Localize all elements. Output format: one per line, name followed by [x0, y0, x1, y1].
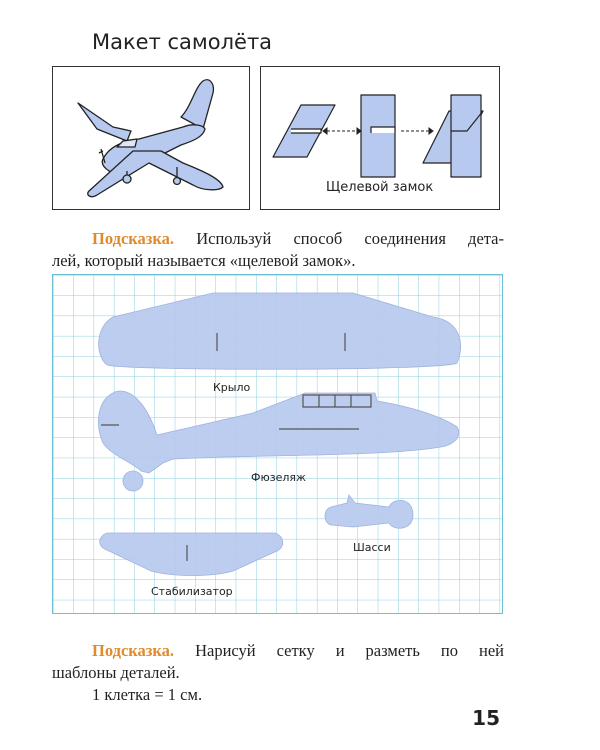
airplane-illustration: [53, 67, 248, 208]
hint-1-label: Подсказка.: [92, 229, 175, 248]
airplane-tail-fin: [181, 80, 213, 129]
page-title: Макет самолёта: [92, 30, 273, 54]
hint-2-text-1: Нарисуй сетку и разметь по ней: [195, 641, 504, 660]
stabilizer-label: Стабилизатор: [151, 585, 233, 598]
hint-1-line-1: [52, 228, 504, 250]
hint-1-line-2: лей, который называется «щелевой замок».: [52, 251, 356, 270]
template-grid: [52, 274, 503, 614]
airplane-illustration-frame: [52, 66, 250, 210]
page-number: 15: [472, 706, 500, 730]
hint-1-text-1: Используй способ соединения дета-: [196, 229, 505, 248]
airplane-wheel: [123, 175, 131, 183]
fuselage-wheel: [123, 471, 143, 491]
airplane-rear-wing: [78, 103, 131, 141]
hint-1: [52, 228, 504, 272]
slot-lock-caption: Щелевой замок: [326, 180, 434, 195]
hint-2-line-3: 1 клетка = 1 см.: [92, 685, 203, 704]
chassis-label: Шасси: [353, 541, 391, 554]
fuselage-label: Фюзеляж: [251, 471, 306, 484]
hint-2: [52, 640, 504, 706]
airplane-cockpit: [117, 139, 137, 147]
hint-2-line-1: [52, 640, 504, 662]
template-grid-canvas: [53, 275, 502, 613]
wing-label: Крыло: [213, 381, 251, 394]
hint-2-line-2: шаблоны деталей.: [52, 663, 180, 682]
airplane-tail-wheel: [174, 178, 181, 185]
slot-piece-middle: [361, 95, 395, 177]
hint-2-label: Подсказка.: [92, 641, 175, 660]
